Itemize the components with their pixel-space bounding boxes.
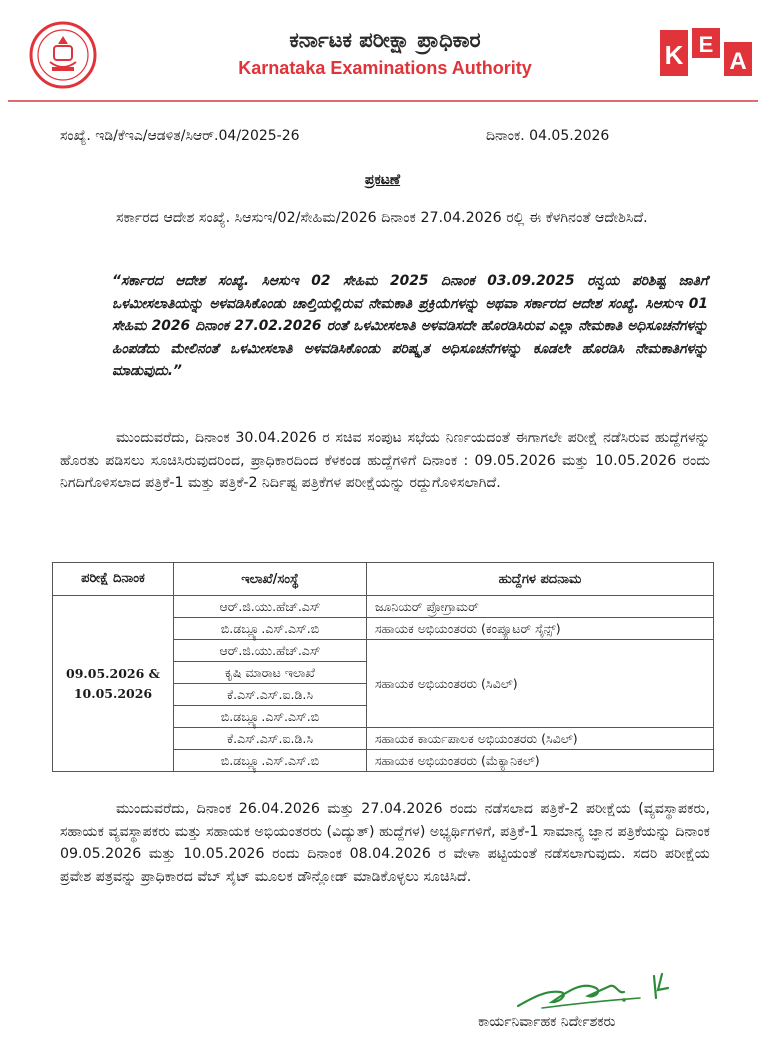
paragraph-text: ಮುಂದುವರೆದು, ದಿನಾಂಕ 30.04.2026 ರ ಸಚಿವ ಸಂಪುಟ ಸಭೆಯ ನಿರ್ಣಯದಂತೆ ಈಗಾಗಲೇ ಪರೀಕ್ಷೆ ನಡೆಸಿರುವ ಹುದ್ದೆಗಳನ್ನು ಹೊರತು ಪಡಿಸಲು ಸೂಚಿಸಿರುವುದರಿಂದ, ಪ್ರಾಧಿಕಾರದಿಂದ ಕೆಳಕಂಡ ಹುದ್ದೆಗಳಿಗೆ ದಿನಾಂಕ : 09.05.2026 ಮತ್ತು 10.05.2026 ರಂದು ನಿಗದಿಗೊಳಿಸಲಾದ ಪತ್ರಿಕೆ-1 ಮತ್ತು ಪತ್ರಿಕೆ-2 ನಿರ್ದಿಷ್ಟ ಪತ್ರಿಕೆಗಳ ಪರೀಕ್ಷೆಯನ್ನು ರದ್ದುಗೊಳಿಸಲಾಗಿದೆ. [60,430,710,491]
letterhead [0,0,765,104]
table-header-row [53,563,714,596]
post-cell: ಸಹಾಯಕ ಕಾರ್ಯಪಾಲಕ ಅಭಿಯಂತರರು (ಸಿವಿಲ್) [367,728,714,750]
post-cell: ಸಹಾಯಕ ಅಭಿಯಂತರರು (ಸಿವಿಲ್) [367,640,714,728]
header-department: ಇಲಾಖೆ/ಸಂಸ್ಥೆ [174,563,367,596]
paragraph-text: ಸರ್ಕಾರದ ಆದೇಶ ಸಂಖ್ಯೆ. ಸಿಆಸುಇ/02/ಸೇಹಿಮ/2026 ದಿನಾಂಕ 27.04.2026 ರಲ್ಲಿ ಈ ಕೆಳಗಿನಂತೆ ಆದೇಶಿಸಿದೆ. [116,210,648,226]
kea-logo-icon [660,28,752,78]
quoted-order: “ಸರ್ಕಾರದ ಆದೇಶ ಸಂಖ್ಯೆ. ಸಿಆಸುಇ 02 ಸೇಹಿಮ 2025 ದಿನಾಂಕ 03.09.2025 ರನ್ವಯ ಪರಿಶಿಷ್ಟ ಜಾತಿಗೆ ಒಳಮೀಸಲಾತಿಯನ್ನು ಅಳವಡಿಸಿಕೊಂಡು ಚಾಲ್ತಿಯಲ್ಲಿರುವ ನೇಮಕಾತಿ ಪ್ರಕ್ರಿಯೆಗಳನ್ನು ಅಥವಾ ಸರ್ಕಾರದ ಆದೇಶ ಸಂಖ್ಯೆ. ಸಿಆಸುಇ 01 ಸೇಹಿಮ 2026 ದಿನಾಂಕ 27.02.2026 ರಂತೆ ಒಳಮೀಸಲಾತಿ ಅಳವಡಿಸದೇ ಹೊರಡಿಸಿರುವ ಎಲ್ಲಾ ನೇಮಕಾತಿ ಅಧಿಸೂಚನೆಗಳನ್ನು ಹಿಂಪಡೆದು ಮೇಲಿನಂತೆ ಒಳಮೀಸಲಾತಿ ಅಳವಡಿಸಿಕೊಂಡು ಪರಿಷ್ಕೃತ ಅಧಿಸೂಚನೆಗಳನ್ನು ಕೂಡಲೇ ಹೊರಡಿಸಿ ನೇಮಕಾತಿಗಳನ್ನು ಮಾಡುವುದು.” [112,273,708,380]
government-seal-icon [28,20,98,90]
authority-name-english: Karnataka Examinations Authority [238,58,532,78]
signatory-title: ಕಾರ್ಯನಿರ್ವಾಹಕ ನಿರ್ದೇಶಕರು [478,1014,616,1030]
department-cell: ಕೆ.ಎಸ್.ಎಸ್.ಐ.ಡಿ.ಸಿ [174,728,367,750]
post-cell: ಸಹಾಯಕ ಅಭಿಯಂತರರು (ಮೆಕ್ಯಾನಿಕಲ್) [367,750,714,772]
post-cell: ಸಹಾಯಕ ಅಭಿಯಂತರರು (ಕಂಪ್ಯೂಟರ್ ಸೈನ್ಸ್) [367,618,714,640]
authority-name-kannada: ಕರ್ನಾಟಕ ಪರೀಕ್ಷಾ ಪ್ರಾಧಿಕಾರ [289,28,481,52]
svg-text:K: K [664,40,684,70]
header-divider [8,100,758,102]
department-cell: ಕೆ.ಎಸ್.ಎಸ್.ಐ.ಡಿ.ಸಿ [174,684,367,706]
department-cell: ಬಿ.ಡಬ್ಲ್ಯೂ.ಎಸ್.ಎಸ್.ಬಿ [174,750,367,772]
department-cell: ಕೃಷಿ ಮಾರಾಟ ಇಲಾಖೆ [174,662,367,684]
svg-text:E: E [698,32,714,57]
handwritten-signature-icon [512,968,672,1014]
paragraph-cancellation [60,427,710,495]
reference-date: ದಿನಾಂಕ. 04.05.2026 [486,128,610,144]
header-post: ಹುದ್ದೆಗಳ ಪದನಾಮ [367,563,714,596]
notice-heading: ಪ್ರಕಟಣೆ [364,172,401,188]
department-cell: ಬಿ.ಡಬ್ಲ್ಯೂ.ಎಸ್.ಎಸ್.ಬಿ [174,618,367,640]
reference-number: ಸಂಖ್ಯೆ. ಇಡಿ/ಕೆಇಎ/ಆಡಳಿತ/ಸಿಆರ್.04/2025-26 [60,128,300,144]
paragraph-text: ಮುಂದುವರೆದು, ದಿನಾಂಕ 26.04.2026 ಮತ್ತು 27.04.2026 ರಂದು ನಡೆಸಲಾದ ಪತ್ರಿಕೆ-2 ಪರೀಕ್ಷೆಯ (ವ್ಯವಸ್ಥಾಪಕರು, ಸಹಾಯಕ ವ್ಯವಸ್ಥಾಪಕರು ಮತ್ತು ಸಹಾಯಕ ಅಭಿಯಂತರರು (ವಿದ್ಯುತ್) ಹುದ್ದೆಗಳ) ಅಭ್ಯರ್ಥಿಗಳಿಗೆ, ಪತ್ರಿಕೆ-1 ಸಾಮಾನ್ಯ ಜ್ಞಾನ ಪತ್ರಿಕೆಯನ್ನು ದಿನಾಂಕ 09.05.2026 ಮತ್ತು 10.05.2026 ರಂದು ದಿನಾಂಕ 08.04.2026 ರ ವೇಳಾ ಪಟ್ಟಿಯಂತೆ ನಡೆಸಲಾಗುವುದು. ಸದರಿ ಪರೀಕ್ಷೆಯ ಪ್ರವೇಶ ಪತ್ರವನ್ನು ಪ್ರಾಧಿಕಾರದ ವೆಬ್ ಸೈಟ್ ಮೂಲಕ ಡೌನ್ಲೋಡ್ ಮಾಡಿಕೊಳ್ಳಲು ಸೂಚಿಸಿದೆ. [60,801,710,885]
post-cell: ಜೂನಿಯರ್ ಪ್ರೋಗ್ರಾಮರ್ [367,596,714,618]
paragraph-paper1-schedule [60,798,710,888]
header-exam-date: ಪರೀಕ್ಷೆ ದಿನಾಂಕ [53,563,174,596]
department-cell: ಆರ್.ಜಿ.ಯು.ಹೆಚ್.ಎಸ್ [174,596,367,618]
table-row [53,596,714,618]
exam-date-cell: 09.05.2026 & 10.05.2026 [53,596,174,772]
department-cell: ಬಿ.ಡಬ್ಲ್ಯೂ.ಎಸ್.ಎಸ್.ಬಿ [174,706,367,728]
paragraph-order-reference [60,207,710,230]
cancelled-exams-table [52,562,714,772]
svg-text:A: A [729,48,747,75]
department-cell: ಆರ್.ಜಿ.ಯು.ಹೆಚ್.ಎಸ್ [174,640,367,662]
